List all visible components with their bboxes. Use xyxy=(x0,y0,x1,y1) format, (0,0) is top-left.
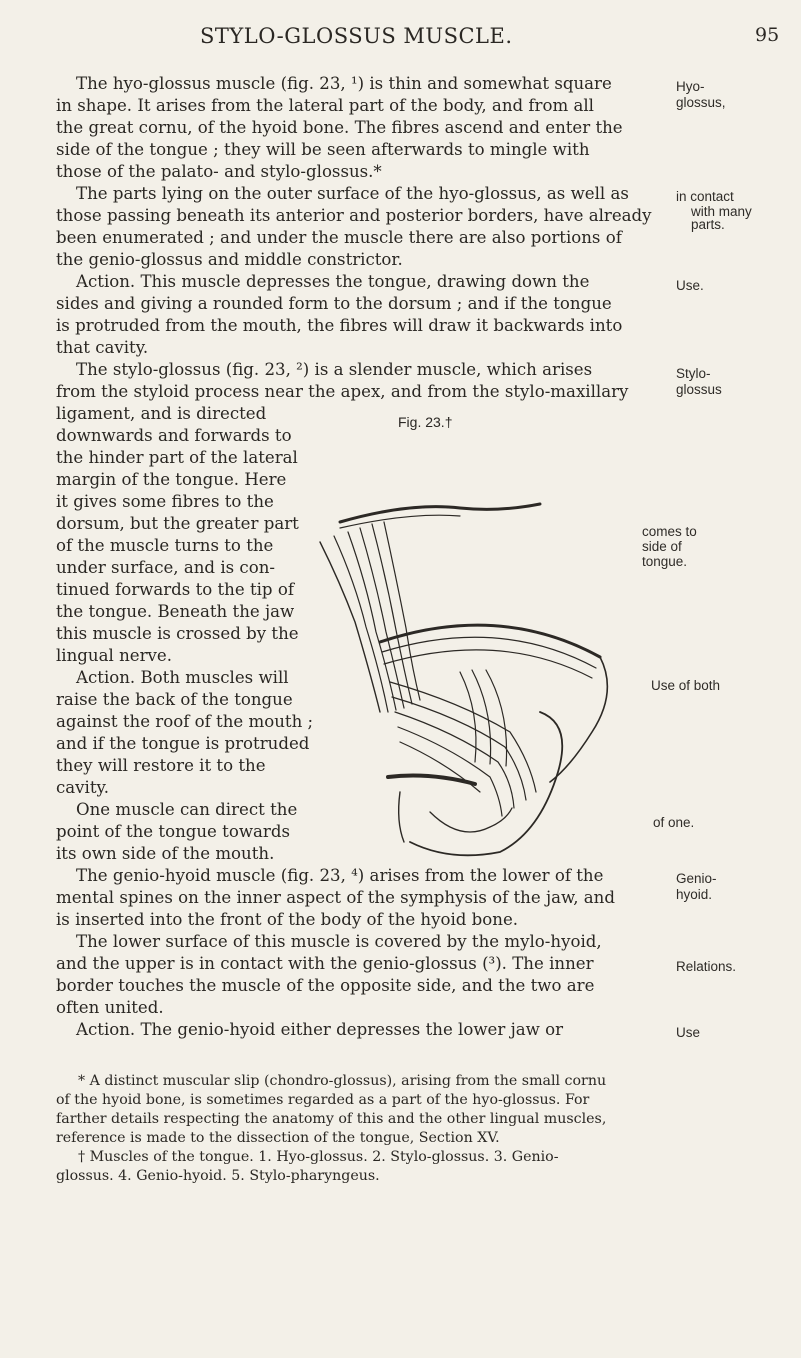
side-note: Hyo- xyxy=(676,79,705,94)
side-note: tongue. xyxy=(642,554,688,569)
body-line: that cavity. xyxy=(56,338,149,357)
body-line: The genio-hyoid muscle (fig. 23, ⁴) arises from the lower of the xyxy=(76,866,604,885)
body-line: the genio-glossus and middle constrictor. xyxy=(56,250,403,269)
body-line: from the styloid process near the apex, and from the stylo-maxillary xyxy=(56,382,629,401)
body-line: lingual nerve. xyxy=(56,646,172,665)
body-line: dorsum, but the greater part xyxy=(56,514,299,533)
side-note: Use. xyxy=(676,278,704,293)
footnote-line: * A distinct muscular slip (chondro-glossus), arising from the small cornu xyxy=(78,1073,607,1089)
footnote-line: † Muscles of the tongue. 1. Hyo-glossus. 2. Stylo-glossus. 3. Genio- xyxy=(78,1149,559,1165)
side-note: hyoid. xyxy=(676,887,713,902)
body-line: border touches the muscle of the opposite side, and the two are xyxy=(56,976,595,995)
body-line: mental spines on the inner aspect of the symphysis of the jaw, and xyxy=(56,888,615,907)
body-line: One muscle can direct the xyxy=(76,800,298,819)
body-line: The hyo-glossus muscle (fig. 23, ¹) is thin and somewhat square xyxy=(76,74,612,93)
body-line: they will restore it to the xyxy=(56,756,266,775)
side-note: Relations. xyxy=(676,959,737,974)
tongue-muscle-illustration xyxy=(300,432,610,862)
body-line: against the roof of the mouth ; xyxy=(56,712,314,731)
body-line: those of the palato- and stylo-glossus.* xyxy=(56,162,382,181)
body-line: this muscle is crossed by the xyxy=(56,624,299,643)
body-line: Action. The genio-hyoid either depresses the lower jaw or xyxy=(76,1020,564,1039)
body-line: under surface, and is con- xyxy=(56,558,276,577)
side-note: with many xyxy=(691,204,752,219)
body-line: The lower surface of this muscle is covered by the mylo-hyoid, xyxy=(76,932,602,951)
body-line: in shape. It arises from the lateral part of the body, and from all xyxy=(56,96,594,115)
body-line: it gives some fibres to the xyxy=(56,492,274,511)
side-note: Use of both xyxy=(651,678,721,693)
side-note: side of xyxy=(642,539,682,554)
running-title: STYLO-GLOSSUS MUSCLE. xyxy=(200,24,513,48)
body-line: of the muscle turns to the xyxy=(56,536,274,555)
body-line: is inserted into the front of the body of the hyoid bone. xyxy=(56,910,519,929)
body-line: The stylo-glossus (fig. 23, ²) is a slender muscle, which arises xyxy=(76,360,593,379)
side-note: in contact xyxy=(676,189,734,204)
body-line: ligament, and is directed xyxy=(56,404,267,423)
body-line: been enumerated ; and under the muscle there are also portions of xyxy=(56,228,622,247)
body-line: cavity. xyxy=(56,778,109,797)
body-line: and the upper is in contact with the genio-glossus (³). The inner xyxy=(56,954,594,973)
figure-label: Fig. 23.† xyxy=(398,414,453,430)
body-line: tinued forwards to the tip of xyxy=(56,580,294,599)
side-note: glossus xyxy=(676,382,722,397)
body-line: sides and giving a rounded form to the dorsum ; and if the tongue xyxy=(56,294,612,313)
body-line: margin of the tongue. Here xyxy=(56,470,287,489)
side-note: parts. xyxy=(691,217,725,232)
body-line: is protruded from the mouth, the fibres will draw it backwards into xyxy=(56,316,623,335)
body-line: the tongue. Beneath the jaw xyxy=(56,602,295,621)
body-line: the hinder part of the lateral xyxy=(56,448,298,467)
body-line: The parts lying on the outer surface of the hyo-glossus, as well as xyxy=(76,184,629,203)
body-line: Action. This muscle depresses the tongue, drawing down the xyxy=(76,272,590,291)
body-line: side of the tongue ; they will be seen afterwards to mingle with xyxy=(56,140,590,159)
body-line: downwards and forwards to xyxy=(56,426,292,445)
side-note: of one. xyxy=(653,815,695,830)
body-line: Action. Both muscles will xyxy=(76,668,289,687)
footnote-line: of the hyoid bone, is sometimes regarded as a part of the hyo-glossus. For xyxy=(56,1092,590,1108)
side-note: Use xyxy=(676,1025,701,1040)
page-number: 95 xyxy=(755,24,780,46)
body-line: the great cornu, of the hyoid bone. The fibres ascend and enter the xyxy=(56,118,623,137)
footnote-line: reference is made to the dissection of the tongue, Section XV. xyxy=(56,1130,500,1146)
footnote-line: farther details respecting the anatomy of this and the other lingual muscles, xyxy=(56,1111,607,1127)
running-header xyxy=(0,14,801,54)
body-line: raise the back of the tongue xyxy=(56,690,293,709)
side-note: comes to xyxy=(642,524,697,539)
body-line: often united. xyxy=(56,998,164,1017)
body-line: and if the tongue is protruded xyxy=(56,734,310,753)
body-line: those passing beneath its anterior and posterior borders, have already xyxy=(56,206,652,225)
body-line: its own side of the mouth. xyxy=(56,844,275,863)
side-note: Stylo- xyxy=(676,366,711,381)
side-note: glossus, xyxy=(676,95,726,110)
footnote-line: glossus. 4. Genio-hyoid. 5. Stylo-pharyngeus. xyxy=(56,1168,380,1184)
body-line: point of the tongue towards xyxy=(56,822,290,841)
side-note: Genio- xyxy=(676,871,717,886)
